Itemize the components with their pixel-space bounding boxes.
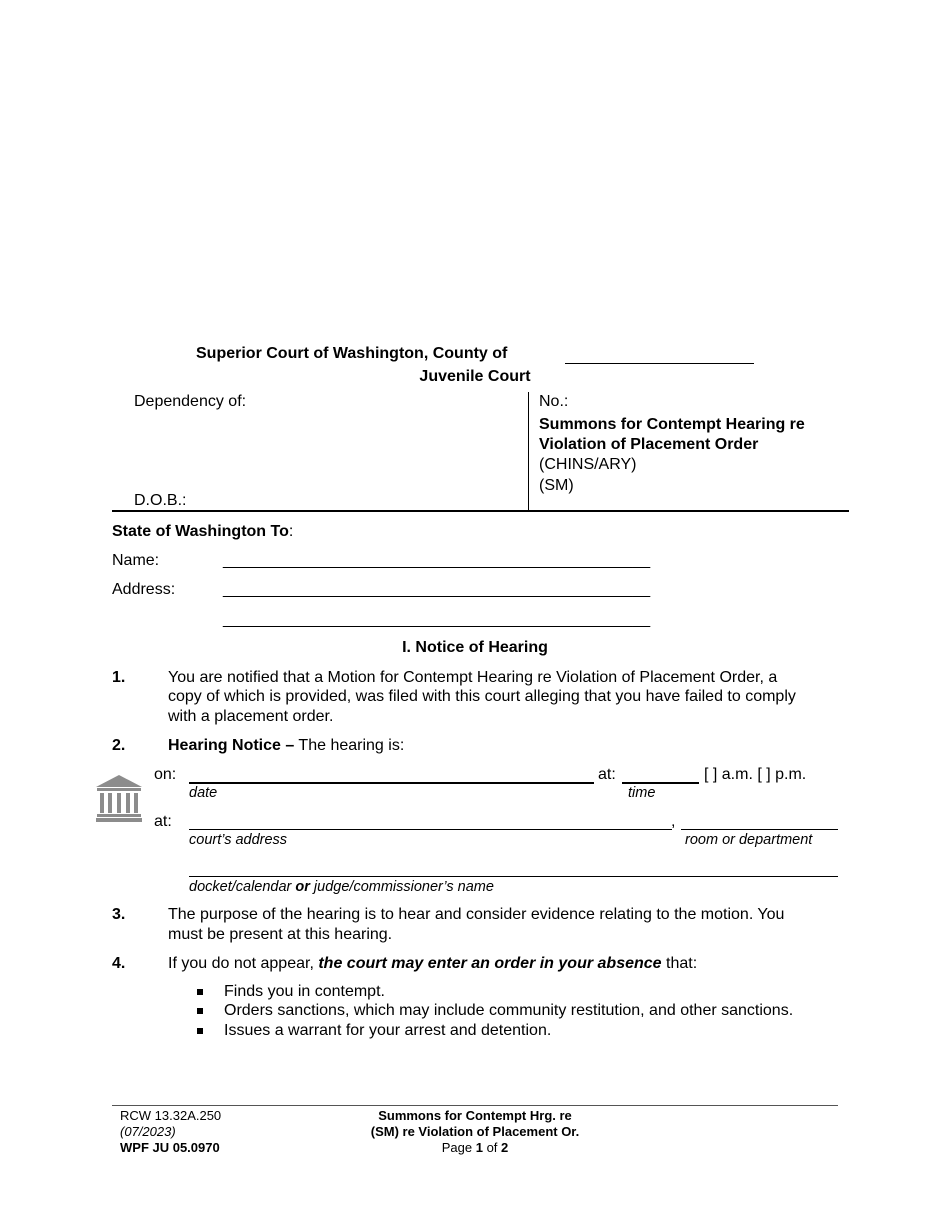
item-1-line3: with a placement order. bbox=[168, 708, 334, 725]
item-3-line2: must be present at this hearing. bbox=[168, 926, 393, 943]
at-address-label: at: bbox=[154, 813, 172, 830]
consequence-item-3: Issues a warrant for your arrest and detention. bbox=[224, 1022, 552, 1039]
doc-title-line1: Summons for Contempt Hearing re bbox=[539, 416, 805, 433]
caption-divider bbox=[528, 392, 529, 512]
ampm-checkboxes[interactable]: [ ] a.m. [ ] p.m. bbox=[704, 766, 807, 783]
address-caption: court’s address bbox=[189, 832, 288, 848]
item-1-line2: copy of which is provided, was filed with this court alleging that you have failed to comply bbox=[168, 688, 796, 705]
item-3-line1: The purpose of the hearing is to hear and consider evidence relating to the motion. You bbox=[168, 906, 785, 923]
state-to-label: State of Washington To: bbox=[112, 523, 294, 540]
time-field[interactable] bbox=[622, 782, 699, 784]
address-field-line1[interactable]: ________________________________________________ bbox=[223, 581, 651, 598]
footer-form-number: WPF JU 05.0970 bbox=[120, 1140, 220, 1155]
item-2-text: Hearing Notice – The hearing is: bbox=[168, 737, 405, 754]
footer-rcw: RCW 13.32A.250 bbox=[120, 1108, 222, 1123]
docket-caption: docket/calendar or judge/commissioner’s name bbox=[189, 879, 494, 895]
item-number-2: 2. bbox=[112, 737, 126, 754]
address-field-line2[interactable]: ________________________________________________ bbox=[223, 611, 651, 628]
time-caption: time bbox=[628, 785, 656, 801]
court-subtitle: Juvenile Court bbox=[419, 368, 531, 385]
bullet-marker bbox=[197, 1028, 203, 1034]
docket-field[interactable] bbox=[189, 876, 838, 877]
room-caption: room or department bbox=[685, 832, 813, 848]
consequence-item-2: Orders sanctions, which may include community restitution, and other sanctions. bbox=[224, 1002, 794, 1019]
footer-title-line1: Summons for Contempt Hrg. re bbox=[378, 1108, 572, 1123]
date-field[interactable] bbox=[189, 782, 594, 784]
courthouse-icon-shape bbox=[96, 775, 142, 822]
doc-title-line2: Violation of Placement Order bbox=[539, 436, 759, 453]
court-title: Superior Court of Washington, County of bbox=[196, 345, 508, 362]
county-blank[interactable] bbox=[565, 363, 754, 364]
name-label: Name: bbox=[112, 552, 160, 569]
section-title: I. Notice of Hearing bbox=[402, 639, 548, 656]
on-label: on: bbox=[154, 766, 177, 783]
footer-title-line2: (SM) re Violation of Placement Or. bbox=[370, 1124, 580, 1139]
footer-rule bbox=[112, 1105, 838, 1106]
dob-label: D.O.B.: bbox=[134, 492, 187, 509]
item-number-4: 4. bbox=[112, 955, 126, 972]
address-label: Address: bbox=[112, 581, 176, 598]
case-number-label: No.: bbox=[539, 393, 569, 410]
bullet-marker bbox=[197, 989, 203, 995]
room-field[interactable] bbox=[681, 829, 838, 830]
doc-type-line1: (CHINS/ARY) bbox=[539, 456, 637, 473]
consequence-item-1: Finds you in contempt. bbox=[224, 983, 385, 1000]
doc-type-line2: (SM) bbox=[539, 477, 574, 494]
footer-date: (07/2023) bbox=[120, 1124, 176, 1139]
caption-rule bbox=[112, 510, 849, 512]
address-comma: , bbox=[671, 813, 676, 830]
item-1-line1: You are notified that a Motion for Contempt Hearing re Violation of Placement Order, a bbox=[168, 669, 778, 686]
courthouse-icon bbox=[96, 775, 142, 823]
date-caption: date bbox=[189, 785, 218, 801]
dependency-label: Dependency of: bbox=[134, 393, 247, 410]
at-time-label: at: bbox=[598, 766, 616, 783]
item-4-text: If you do not appear, the court may enter an order in your absence that: bbox=[168, 955, 698, 972]
footer-page-number: Page 1 of 2 bbox=[441, 1140, 509, 1155]
bullet-marker bbox=[197, 1008, 203, 1014]
item-number-3: 3. bbox=[112, 906, 126, 923]
court-address-field[interactable] bbox=[189, 829, 672, 830]
item-number-1: 1. bbox=[112, 669, 126, 686]
name-field[interactable]: ________________________________________________ bbox=[223, 552, 651, 569]
